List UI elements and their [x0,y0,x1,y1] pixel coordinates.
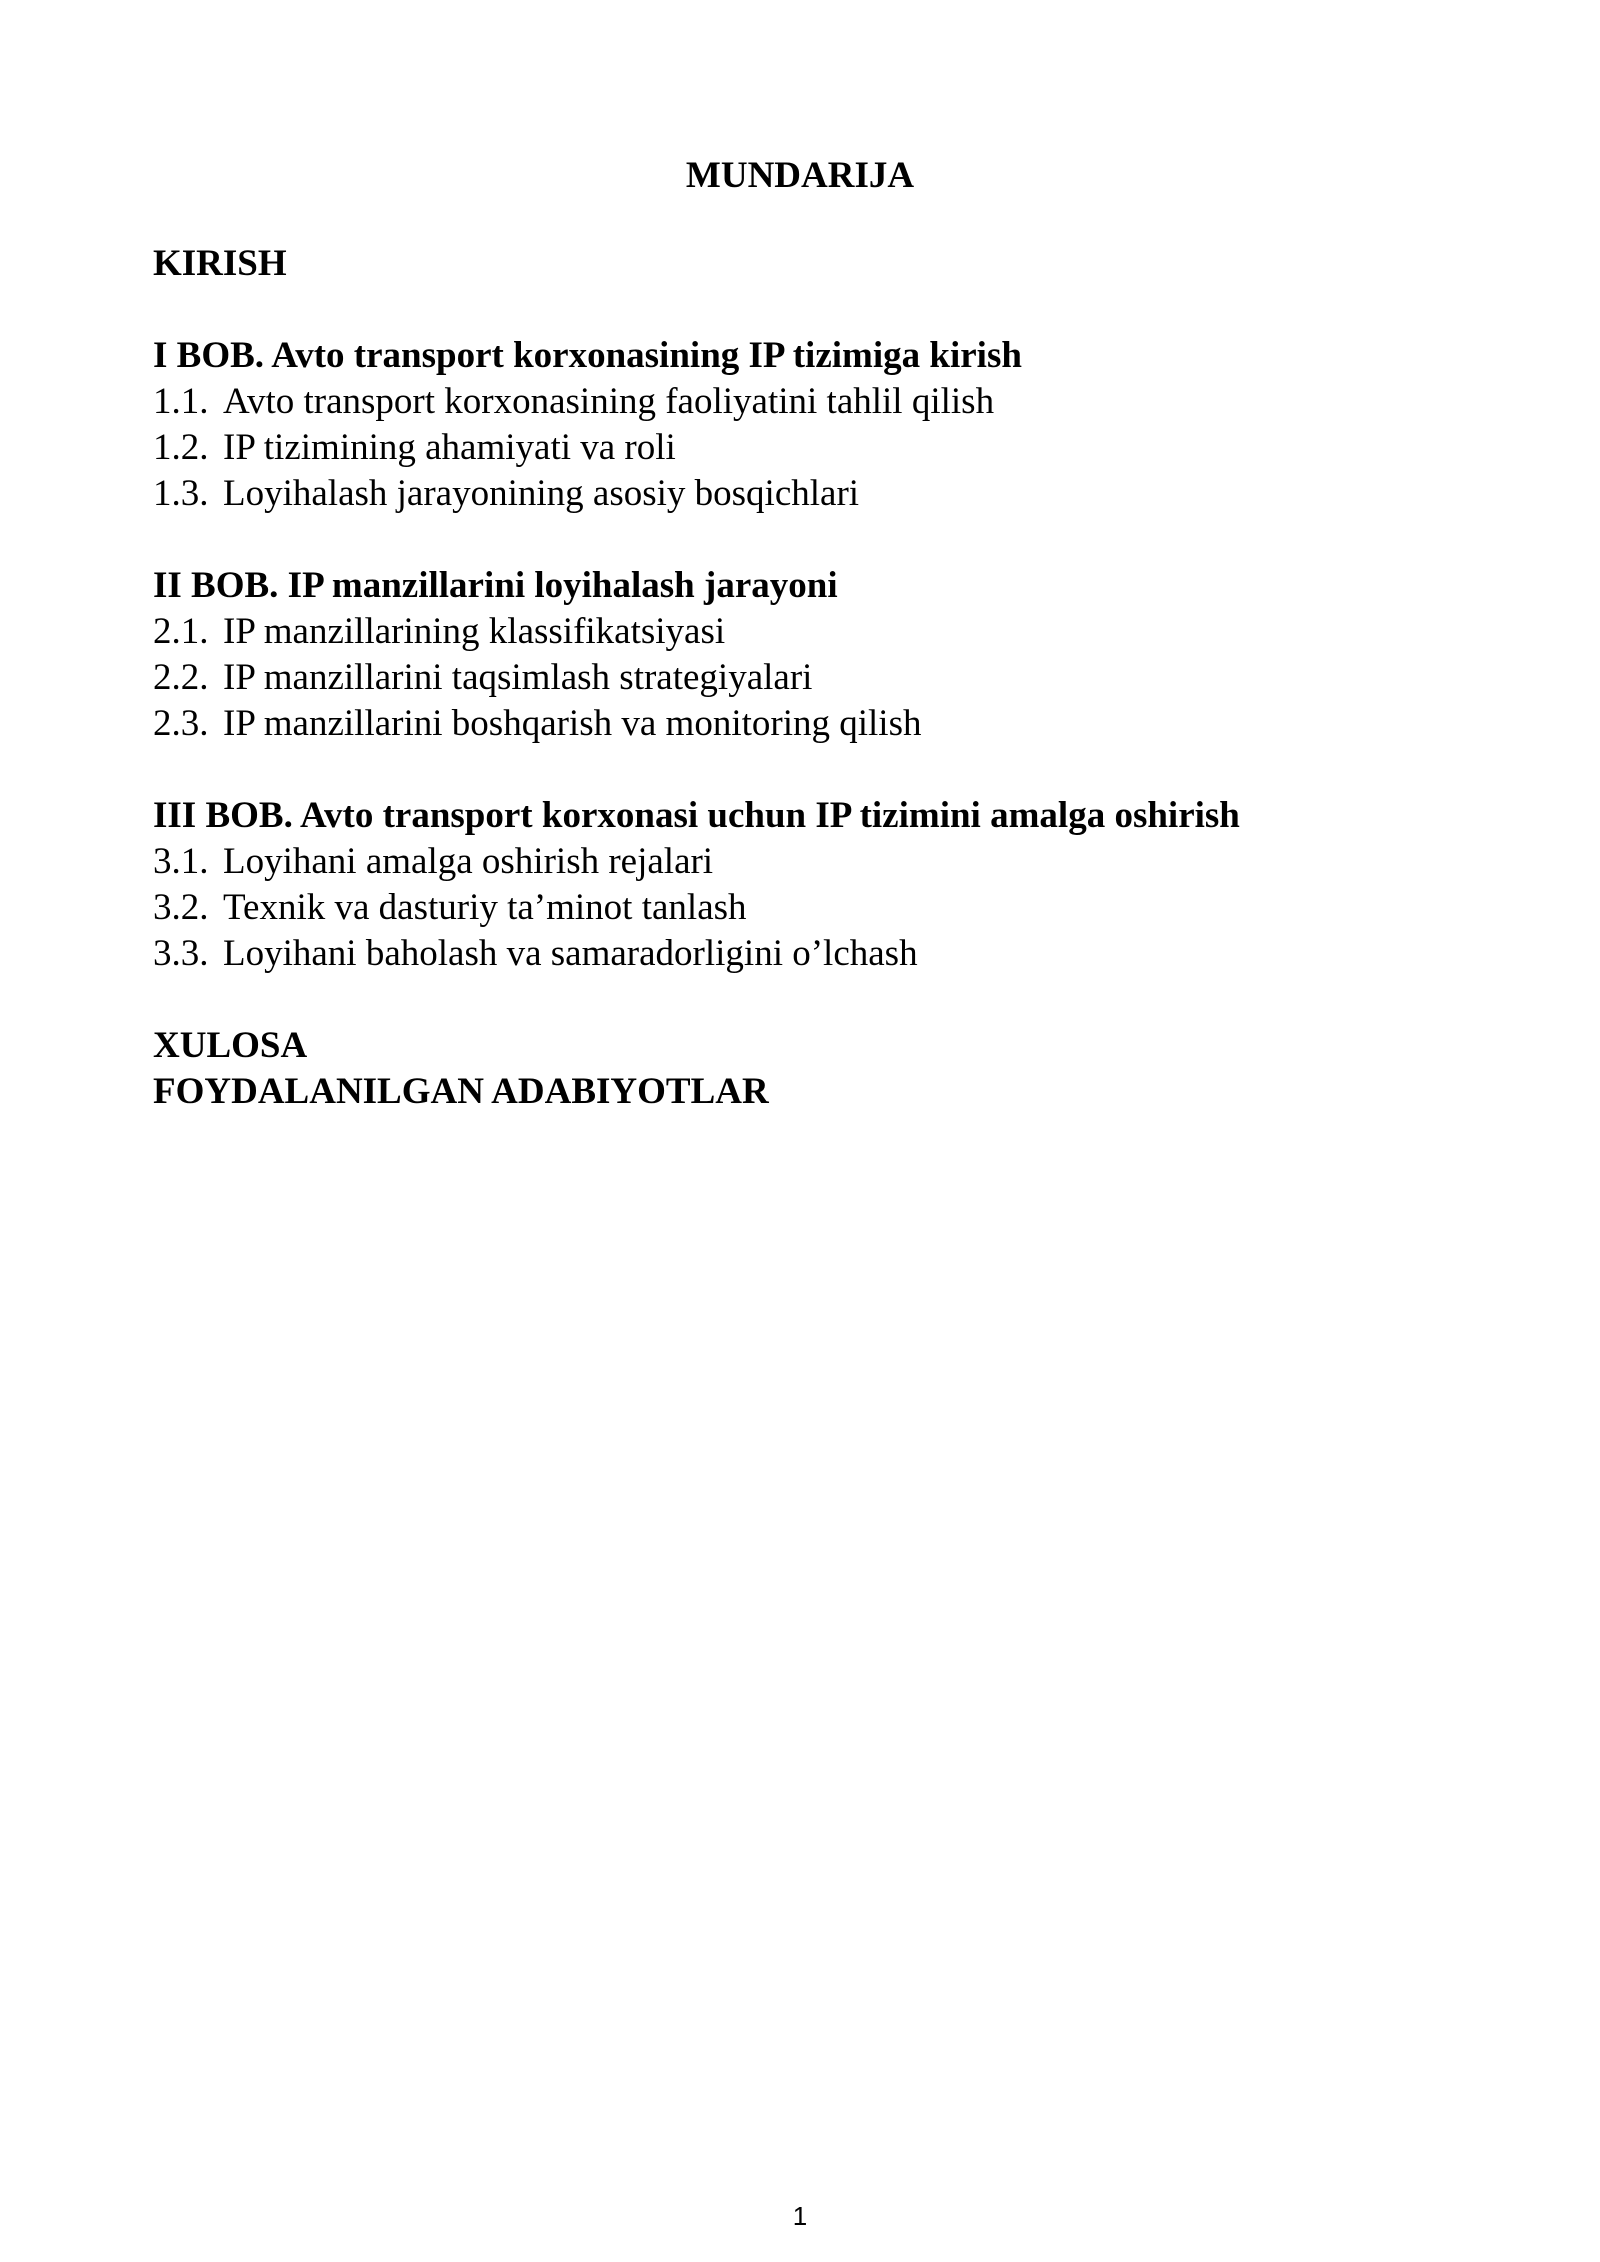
toc-section-number: 2.3. [153,703,209,744]
toc-section-2-2 [153,655,1453,701]
toc-section-text: IP tizimining ahamiyati va roli [223,427,676,468]
page-title: MUNDARIJA [685,155,915,196]
toc-section-number: 1.1. [153,381,209,422]
toc-section-text: IP manzillarining klassifikatsiyasi [223,611,726,652]
toc-section-number: 2.1. [153,611,209,652]
toc-section-number: 1.2. [153,427,209,468]
toc-references: FOYDALANILGAN ADABIYOTLAR [153,1071,769,1112]
toc-conclusion: XULOSA [153,1025,308,1066]
toc-chapter-1-heading: I BOB. Avto transport korxonasining IP tizimiga kirish [153,335,1022,376]
toc-section-1-1 [153,379,1453,425]
toc-section-text: Loyihani amalga oshirish rejalari [223,841,714,882]
toc-chapter-2-heading: II BOB. IP manzillarini loyihalash jarayoni [153,565,838,606]
table-of-contents [153,241,1453,1115]
toc-section-2-1 [153,609,1453,655]
toc-section-3-3 [153,931,1453,977]
toc-section-text: IP manzillarini taqsimlash strategiyalari [223,657,813,698]
toc-intro: KIRISH [153,243,287,284]
toc-section-text: IP manzillarini boshqarish va monitoring qilish [223,703,922,744]
toc-section-1-3 [153,471,1453,517]
page-number: 1 [792,2201,808,2231]
toc-section-text: Avto transport korxonasining faoliyatini tahlil qilish [223,381,995,422]
toc-section-3-2 [153,885,1453,931]
toc-section-1-2 [153,425,1453,471]
toc-section-2-3 [153,701,1453,747]
toc-section-text: Texnik va dasturiy ta’minot tanlash [223,887,747,928]
toc-section-number: 2.2. [153,657,209,698]
toc-section-text: Loyihalash jarayonining asosiy bosqichlari [223,473,860,514]
toc-section-number: 1.3. [153,473,209,514]
toc-chapter-3-heading: III BOB. Avto transport korxonasi uchun IP tizimini amalga oshirish [153,795,1240,836]
toc-section-number: 3.3. [153,933,209,974]
toc-section-number: 3.2. [153,887,209,928]
toc-section-number: 3.1. [153,841,209,882]
toc-section-text: Loyihani baholash va samaradorligini o’lchash [223,933,918,974]
toc-section-3-1 [153,839,1453,885]
